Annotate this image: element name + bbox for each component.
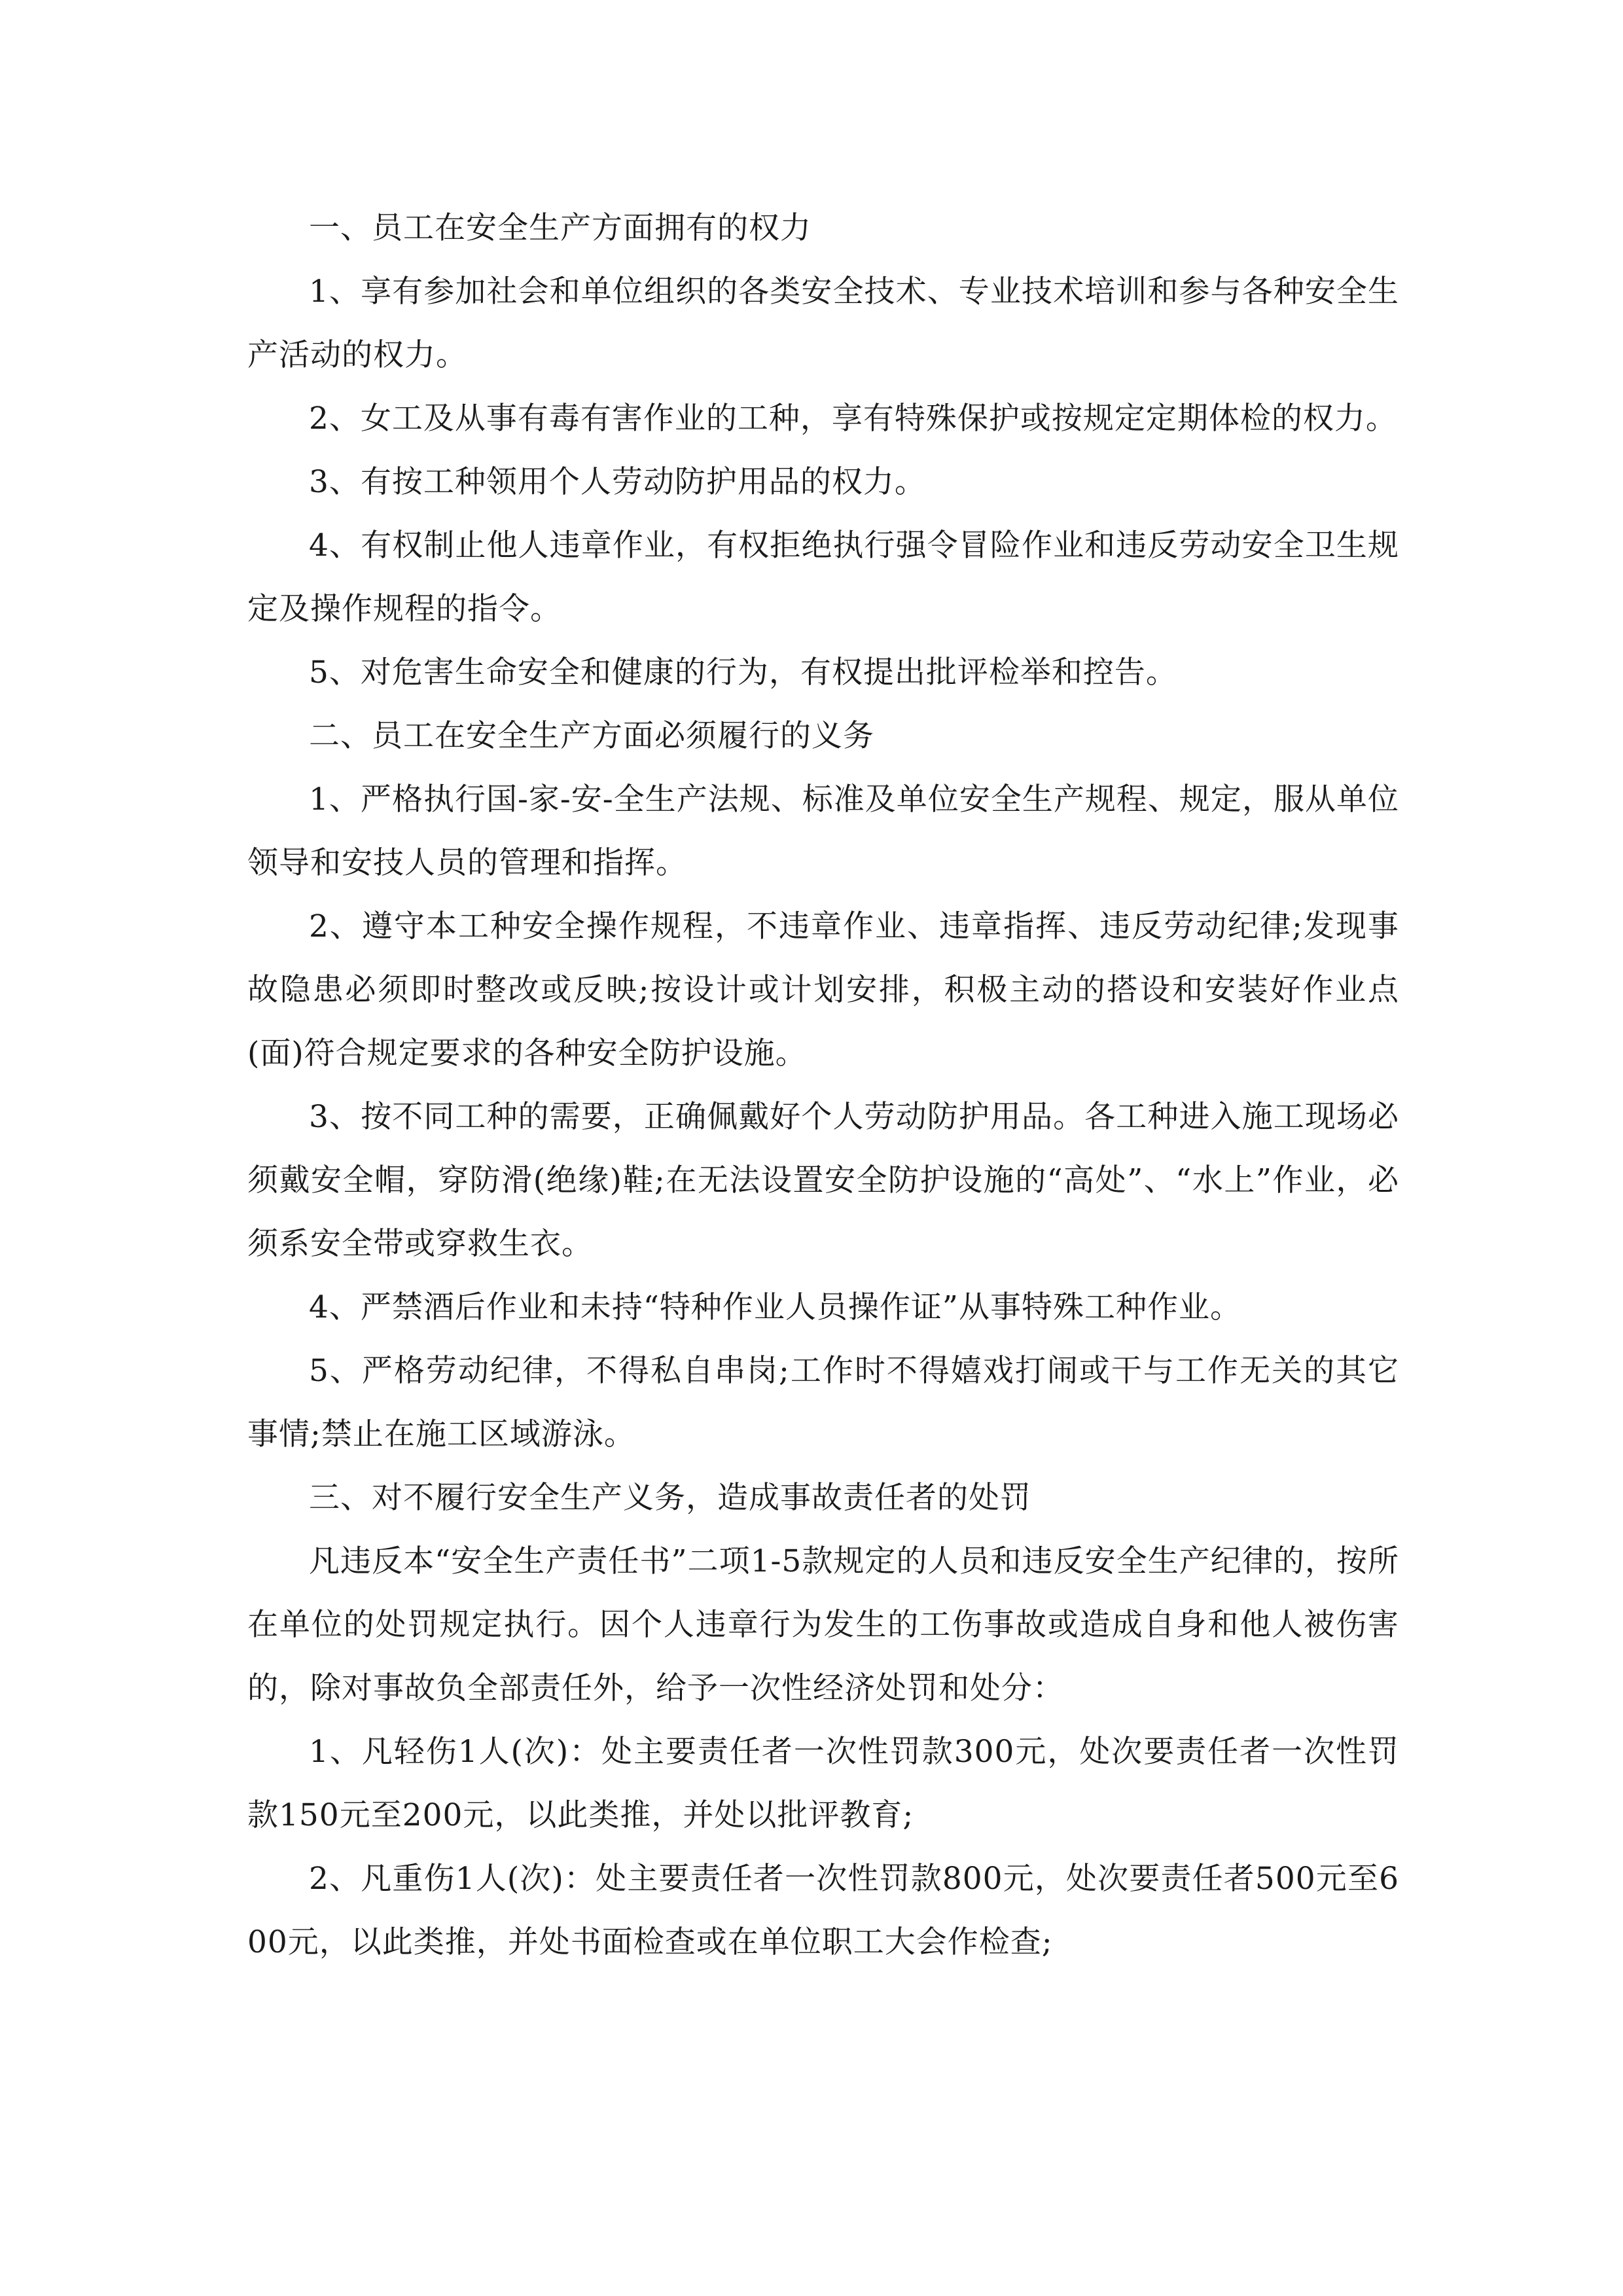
paragraph-penalty-intro: 凡违反本“安全生产责任书”二项1-5款规定的人员和违反安全生产纪律的，按所在单位的处罚规定执行。因个人违章行为发生的工伤事故或造成自身和他人被伤害的，除对事故负全部责任外，给予一次性经济处罚和处分： (247, 1543, 1399, 1706)
paragraph-penalty-1: 1、凡轻伤1人(次)：处主要责任者一次性罚款300元，处次要责任者一次性罚款150元至200元，以此类推，并处以批评教育; (247, 1734, 1399, 1833)
paragraph-duty-4: 4、严禁酒后作业和未持“特种作业人员操作证”从事特殊工种作业。 (309, 1289, 1241, 1325)
paragraph-right-4: 4、有权制止他人违章作业，有权拒绝执行强令冒险作业和违反劳动安全卫生规定及操作规程的指令。 (247, 528, 1399, 627)
paragraph-duty-2: 2、遵守本工种安全操作规程，不违章作业、违章指挥、违反劳动纪律;发现事故隐患必须即时整改或反映;按设计或计划安排，积极主动的搭设和安装好作业点(面)符合规定要求的各种安全防护设施。 (247, 908, 1399, 1071)
paragraph-right-1: 1、享有参加社会和单位组织的各类安全技术、专业技术培训和参与各种安全生产活动的权力。 (247, 274, 1399, 373)
section-heading-penalties: 三、对不履行安全生产义务，造成事故责任者的处罚 (309, 1480, 1031, 1516)
paragraph-duty-1: 1、严格执行国-家-安-全生产法规、标准及单位安全生产规程、规定，服从单位领导和安技人员的管理和指挥。 (247, 781, 1399, 881)
paragraph-right-2: 2、女工及从事有毒有害作业的工种，享有特殊保护或按规定定期体检的权力。 (309, 401, 1397, 437)
section-heading-rights: 一、员工在安全生产方面拥有的权力 (309, 210, 812, 246)
paragraph-duty-3: 3、按不同工种的需要，正确佩戴好个人劳动防护用品。各工种进入施工现场必须戴安全帽，穿防滑(绝缘)鞋;在无法设置安全防护设施的“高处”、“水上”作业，必须系安全带或穿救生衣。 (247, 1099, 1399, 1262)
section-heading-duties: 二、员工在安全生产方面必须履行的义务 (309, 718, 874, 754)
paragraph-penalty-2: 2、凡重伤1人(次)：处主要责任者一次性罚款800元，处次要责任者500元至600元，以此类推，并处书面检查或在单位职工大会作检查; (247, 1861, 1399, 1960)
paragraph-duty-5: 5、严格劳动纪律，不得私自串岗;工作时不得嬉戏打闹或干与工作无关的其它事情;禁止在施工区域游泳。 (247, 1353, 1399, 1452)
paragraph-right-3: 3、有按工种领用个人劳动防护用品的权力。 (309, 464, 926, 500)
document-page (247, 196, 1399, 1974)
paragraph-right-5: 5、对危害生命安全和健康的行为，有权提出批评检举和控告。 (309, 655, 1177, 691)
